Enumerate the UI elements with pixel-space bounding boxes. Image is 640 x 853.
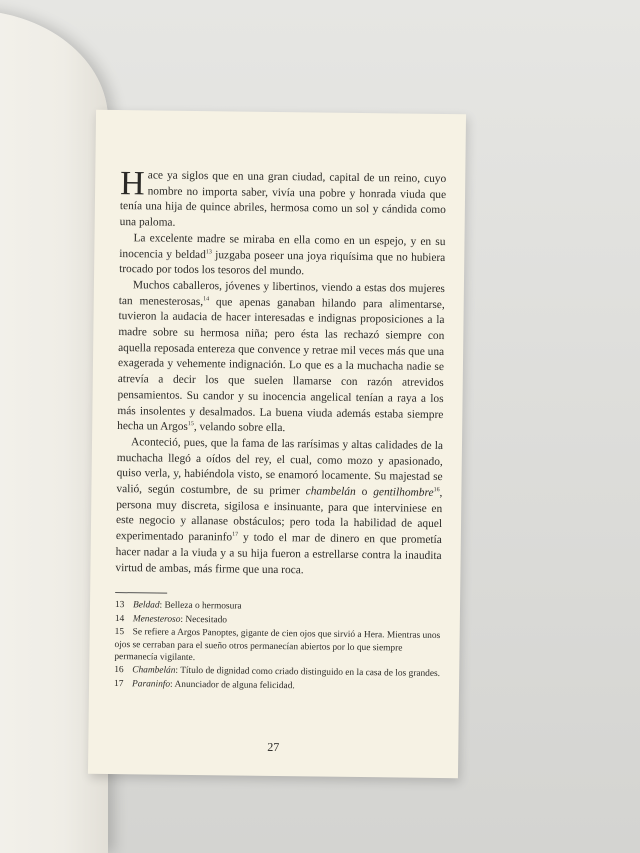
footnote-term: Menesteroso: [132, 613, 181, 625]
paragraph-1: [119, 165, 447, 235]
page-body: [113, 165, 447, 695]
footnote-number: 15: [114, 627, 125, 638]
drop-cap: H: [119, 165, 145, 203]
paragraph-4-connector: o: [355, 486, 374, 499]
paragraph-1-text: ace ya siglos que en una gran ciudad, capital de un reino, cuyo nombre no importa saber, vivía una pobre y honrada viuda que tenía una hija de quince abriles, hermosa como un sol y cándida como una paloma.: [119, 169, 447, 229]
paragraph-2-text-a: La excelente madre se miraba en ella como en un espejo, y en su inocencia y beldad: [119, 232, 446, 261]
footnotes: [114, 599, 441, 694]
paragraph-4-text-b: , persona muy discreta, sigilosa e insinuante, para que interviniese en este negocio y allanase obstáculos; pero toda la habilidad de aquel experimentado paraninfo: [115, 487, 443, 544]
page-number: 27: [267, 739, 280, 755]
footnote-ref-16: 16: [433, 487, 440, 494]
paragraph-3-text-c: , velando sobre ella.: [193, 421, 286, 435]
paragraph-2: [119, 231, 446, 282]
footnote-ref-15: 15: [187, 421, 194, 428]
paragraph-4-text-a: Aconteció, pues, que la fama de las rarísimas y altas calidades de la muchacha llegó a oídos del rey, el cual, como mozo y apasionado, quiso verla, y, habiéndola visto, se enamoró locamente. Su majestad se valió, según costumbre, de su primer: [116, 436, 444, 498]
footnote-text: : Necesitado: [180, 614, 228, 626]
paragraph-3-text-b: que apenas ganaban hilando para alimentarse, tuvieron la audacia de hacer interesadas e indignas proposiciones a la madre sobre su hermosa niña; pero ésta las rechazó siempre con aquella reposada entereza que convence y retrae mil veces más que una exagerada y vehemente indignación. Lo que es a la muchacha nadie se atrevía a decir los que suelen llamarse con razón atrevidos pensamientos. Su candor y su inocencia angelical tenían a raya a los más insolentes y desalmados. La buena viuda además estaba siempre hecha un Argos: [117, 295, 445, 434]
footnote-number: 17: [113, 678, 124, 689]
footnote-text: : Anunciador de alguna felicidad.: [170, 679, 295, 691]
paragraph-4-text-c: y todo el mar de dinero en que prometía hacer nadar a la viuda y a su hija fueron a estrellarse contra la inaudita virtud de ambas, más firme que una roca.: [115, 531, 442, 576]
paragraph-3-text-a: Muchos caballeros, jóvenes y libertinos, viendo a estas dos mujeres tan menesterosas,: [118, 279, 445, 308]
footnote-number: 14: [114, 613, 125, 624]
footnote-term: Chambelán: [132, 665, 176, 677]
footnote-number: 13: [114, 600, 125, 611]
footnote-text: : Belleza o hermosura: [159, 600, 242, 612]
paragraph-3: [117, 278, 445, 439]
term-chambelan: chambelán: [305, 485, 356, 499]
paragraph-2-text-b: juzgaba poseer una joya riquísima que no hubiera trocado por todos los tesoros del mundo.: [119, 248, 446, 278]
footnote-text: : Título de dignidad como criado distinguido en la casa de los grandes.: [175, 666, 441, 680]
paragraph-4: [115, 435, 443, 580]
footnote: [114, 678, 440, 694]
footnote-rule: [115, 592, 167, 594]
book-page: [88, 110, 466, 778]
footnote-ref-14: 14: [203, 295, 210, 302]
term-gentilhombre: gentilhombre: [373, 486, 434, 499]
footnote-text: Se refiere a Argos Panoptes, gigante de cien ojos que sirvió a Hera. Mientras unos ojos se cerraban para el sueño otros permanecían abiertos por lo que siempre permanecía vigilante.: [114, 627, 441, 663]
footnote-ref-13: 13: [205, 248, 212, 255]
footnote-number: 16: [114, 665, 124, 676]
footnote: [114, 626, 440, 667]
footnote-term: Paraninfo: [131, 678, 171, 690]
footnote-ref-17: 17: [232, 531, 239, 538]
footnote-term: Beldad: [132, 600, 160, 611]
